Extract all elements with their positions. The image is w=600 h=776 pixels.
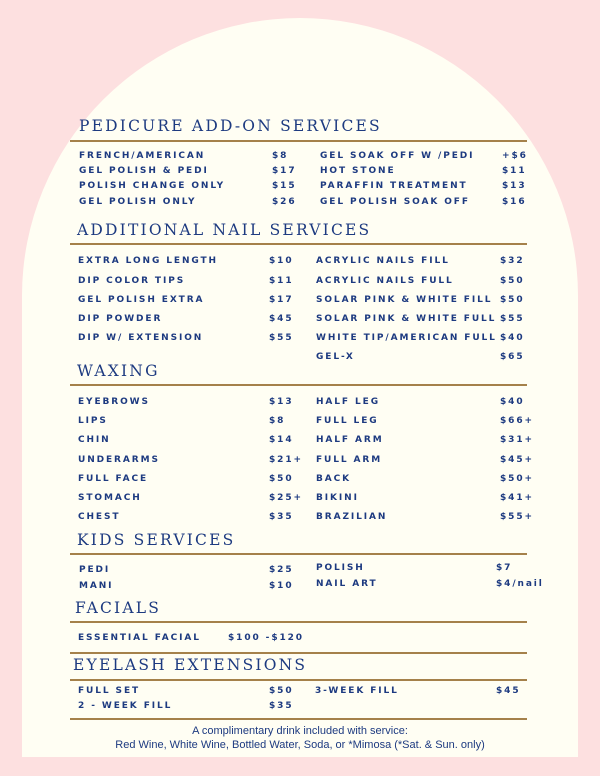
- section-title: KIDS SERVICES: [77, 531, 236, 549]
- service-name: POLISH CHANGE ONLY: [79, 181, 226, 191]
- service-price: $45+: [500, 455, 534, 465]
- service-price: $50: [500, 295, 525, 305]
- footer-note: A complimentary drink included with service:: [192, 725, 408, 737]
- section-title: FACIALS: [75, 599, 162, 617]
- service-name: BACK: [316, 474, 352, 484]
- service-price: $10: [269, 256, 294, 266]
- service-name: DIP W/ EXTENSION: [78, 333, 204, 343]
- service-name: POLISH: [316, 563, 365, 573]
- service-price: $45: [269, 314, 294, 324]
- service-price: $31+: [500, 435, 534, 445]
- service-name: HOT STONE: [320, 166, 396, 176]
- service-name: DIP POWDER: [78, 314, 163, 324]
- service-name: PARAFFIN TREATMENT: [320, 181, 468, 191]
- service-name: WHITE TIP/AMERICAN FULL: [316, 333, 497, 343]
- service-price: $11: [269, 276, 294, 286]
- service-price: $100 -$120: [228, 633, 304, 643]
- service-price: $25+: [269, 493, 303, 503]
- service-price: $40: [500, 333, 525, 343]
- service-price: $11: [502, 166, 527, 176]
- service-price: $13: [502, 181, 527, 191]
- service-name: LIPS: [78, 416, 108, 426]
- service-name: GEL POLISH EXTRA: [78, 295, 205, 305]
- service-price: $8: [272, 151, 289, 161]
- service-name: GEL POLISH ONLY: [79, 197, 197, 207]
- service-price: $35: [269, 512, 294, 522]
- service-price: $55: [500, 314, 525, 324]
- footer-drinks: Red Wine, White Wine, Bottled Water, Soda, or *Mimosa (*Sat. & Sun. only): [115, 739, 485, 751]
- service-name: FULL ARM: [316, 455, 383, 465]
- service-name: PEDI: [79, 565, 111, 575]
- service-price: $55: [269, 333, 294, 343]
- service-price: $50+: [500, 474, 534, 484]
- section-divider: [70, 243, 527, 245]
- service-price: $17: [269, 295, 294, 305]
- service-name: EXTRA LONG LENGTH: [78, 256, 218, 266]
- service-name: STOMACH: [78, 493, 142, 503]
- service-price: +$6: [502, 151, 528, 161]
- service-name: FRENCH/AMERICAN: [79, 151, 206, 161]
- service-name: FULL LEG: [316, 416, 379, 426]
- service-price: $50: [269, 686, 294, 696]
- service-name: ACRYLIC NAILS FILL: [316, 256, 450, 266]
- service-name: SOLAR PINK & WHITE FULL: [316, 314, 497, 324]
- service-price: $8: [269, 416, 286, 426]
- service-price: $41+: [500, 493, 534, 503]
- service-price: $15: [272, 181, 297, 191]
- service-name: HALF ARM: [316, 435, 384, 445]
- service-price: $17: [272, 166, 297, 176]
- service-price: $32: [500, 256, 525, 266]
- service-price: $50: [500, 276, 525, 286]
- section-divider: [70, 140, 527, 142]
- section-divider: [70, 384, 527, 386]
- service-name: SOLAR PINK & WHITE FILL: [316, 295, 493, 305]
- service-name: HALF LEG: [316, 397, 380, 407]
- service-name: EYEBROWS: [78, 397, 150, 407]
- service-price: $65: [500, 352, 525, 362]
- service-price: $7: [496, 563, 513, 573]
- service-price: $45: [496, 686, 521, 696]
- section-title: PEDICURE ADD-ON SERVICES: [79, 117, 382, 135]
- service-price: $13: [269, 397, 294, 407]
- service-name: FULL SET: [78, 686, 141, 696]
- service-price: $35: [269, 701, 294, 711]
- service-price: $40: [500, 397, 525, 407]
- section-divider: [70, 652, 527, 654]
- service-price: $50: [269, 474, 294, 484]
- service-price: $4/nail: [496, 579, 544, 589]
- section-divider: [70, 679, 527, 681]
- divider: [70, 718, 527, 720]
- service-price: $10: [269, 581, 294, 591]
- service-price: $55+: [500, 512, 534, 522]
- section-divider: [70, 553, 527, 555]
- service-price: $66+: [500, 416, 534, 426]
- section-divider: [70, 621, 527, 623]
- service-price: $21+: [269, 455, 303, 465]
- service-name: GEL-X: [316, 352, 355, 362]
- service-name: CHIN: [78, 435, 111, 445]
- service-price: $26: [272, 197, 297, 207]
- section-title: WAXING: [77, 362, 160, 380]
- service-name: DIP COLOR TIPS: [78, 276, 186, 286]
- service-price: $16: [502, 197, 527, 207]
- service-name: ACRYLIC NAILS FULL: [316, 276, 454, 286]
- service-name: GEL POLISH SOAK OFF: [320, 197, 470, 207]
- service-name: MANI: [79, 581, 114, 591]
- service-price: $25: [269, 565, 294, 575]
- service-name: BRAZILIAN: [316, 512, 388, 522]
- service-name: ESSENTIAL FACIAL: [78, 633, 201, 643]
- service-name: BIKINI: [316, 493, 359, 503]
- section-title: ADDITIONAL NAIL SERVICES: [77, 221, 372, 239]
- service-name: FULL FACE: [78, 474, 148, 484]
- service-price: $14: [269, 435, 294, 445]
- service-name: NAIL ART: [316, 579, 378, 589]
- service-name: GEL SOAK OFF W /PEDI: [320, 151, 475, 161]
- service-name: 2 - WEEK FILL: [78, 701, 173, 711]
- service-name: GEL POLISH & PEDI: [79, 166, 209, 176]
- service-name: 3-WEEK FILL: [315, 686, 399, 696]
- service-name: UNDERARMS: [78, 455, 160, 465]
- section-title: EYELASH EXTENSIONS: [73, 656, 308, 674]
- service-name: CHEST: [78, 512, 121, 522]
